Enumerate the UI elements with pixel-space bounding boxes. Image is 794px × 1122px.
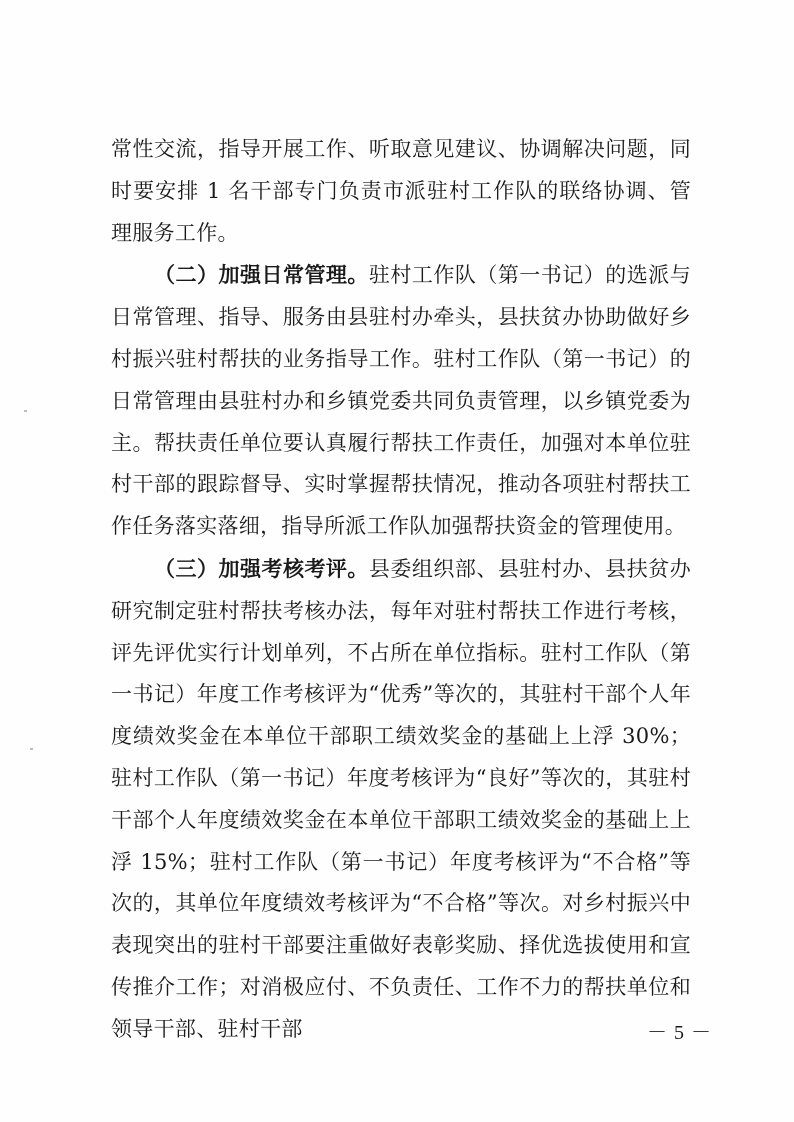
paragraph-text: 驻村工作队（第一书记）的选派与日常管理、指导、服务由县驻村办牵头，县扶贫办协助做好乡村振兴驻村帮扶的业务指导工作。驻村工作队（第一书记）的日常管理由县驻村办和乡镇党委共同负责管理，以乡镇党委为主。帮扶责任单位要认真履行帮扶工作责任，加强对本单位驻村干部的跟踪督导、实时掌握帮扶情况，推动各项驻村帮扶工作任务落实落细，指导所派工作队加强帮扶资金的管理使用。 — [111, 263, 692, 539]
scan-speck — [24, 410, 27, 412]
scan-speck — [30, 748, 33, 750]
paragraph-text: 常性交流，指导开展工作、听取意见建议、协调解决问题，同时要安排 1 名干部专门负责市派驻村工作队的联络协调、管理服务工作。 — [111, 137, 691, 245]
body-text — [111, 129, 691, 1051]
paragraph-daily-management — [111, 254, 691, 548]
section-heading: （三）加强考核考评。 — [154, 555, 369, 581]
paragraph-continuation — [111, 129, 691, 254]
paragraph-assessment — [111, 548, 691, 1051]
paragraph-text: 县委组织部、县驻村办、县扶贫办研究制定驻村帮扶考核办法，每年对驻村帮扶工作进行考核，评先评优实行计划单列，不占所在单位指标。驻村工作队（第一书记）年度工作考核评为“优秀”等次的，其驻村干部个人年度绩效奖金在本单位干部职工绩效奖金的基础上上浮 30%；驻村工作队（第一书记）年度考核评为“良好”等次的，其驻村干部个人年度绩效奖金在本单位干部职工绩效奖金的基础上上浮 15%；驻村工作队（第一书记）年度考核评为“不合格”等次的，其单位年度绩效考核评为“不合格”等次。对乡村振兴中表现突出的驻村干部要注重做好表彰奖励、择优选拔使用和宣传推介工作；对消极应付、不负责任、工作不力的帮扶单位和领导干部、驻村干部 — [111, 556, 692, 1041]
section-heading: （二）加强日常管理。 — [154, 262, 369, 288]
page-number: － 5 － — [647, 1022, 712, 1044]
